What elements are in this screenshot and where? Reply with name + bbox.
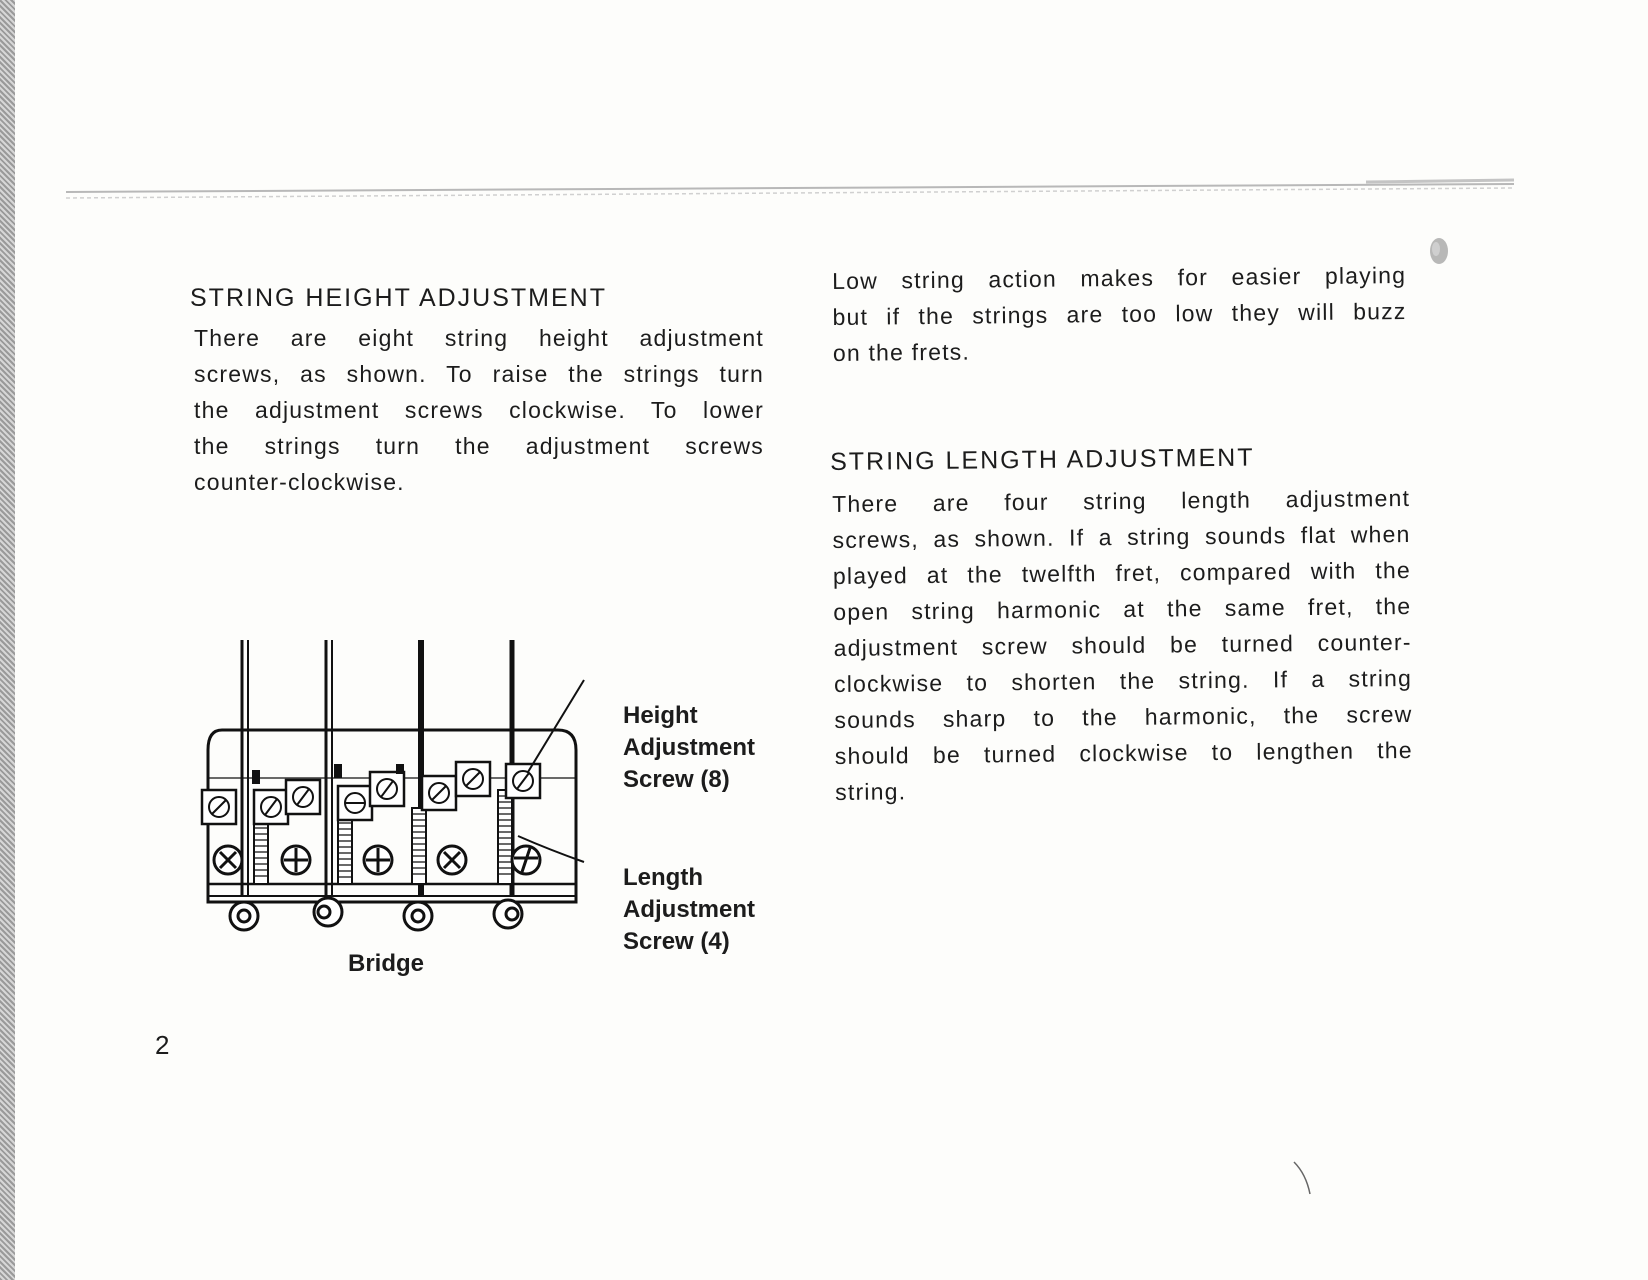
paragraph-line: should be turned clockwise to lengthen the [834, 736, 1413, 769]
callout-line: Length [623, 864, 703, 891]
length-screw-callout [623, 862, 755, 958]
bridge-label: Bridge [348, 950, 425, 977]
height-screw-callout [623, 700, 755, 796]
paragraph-line: the strings turn the adjustment screws [194, 433, 764, 459]
paragraph-line: string. [835, 778, 907, 805]
paragraph-line: There are eight string height adjustment [194, 325, 764, 351]
paragraph-line: Low string action makes for easier playing [832, 261, 1407, 294]
stray-mark [1292, 1160, 1316, 1200]
paragraph-line: played at the twelfth fret, compared with the [832, 556, 1412, 589]
callout-line: Screw (4) [623, 928, 730, 955]
bridge-diagram [200, 640, 600, 980]
string-length-paragraph [832, 480, 1413, 810]
string-action-paragraph [832, 257, 1407, 371]
callout-line: Adjustment [623, 896, 755, 923]
page-number: 2 [155, 1030, 170, 1060]
paragraph-line: but if the strings are too low they will buzz [832, 297, 1407, 330]
paragraph-line: counter-clockwise. [194, 469, 405, 495]
string-length-heading: STRING LENGTH ADJUSTMENT [830, 443, 1255, 476]
callout-leaders [518, 680, 584, 862]
paragraph-line: There are four string length adjustment [832, 484, 1411, 517]
binding-edge [0, 0, 15, 1280]
string-height-heading: STRING HEIGHT ADJUSTMENT [190, 284, 608, 312]
paragraph-line: clockwise to shorten the string. If a string [833, 664, 1413, 697]
paragraph-line: on the frets. [832, 338, 971, 366]
callout-line: Screw (8) [623, 766, 730, 793]
paragraph-line: screws, as shown. To raise the strings turn [194, 361, 764, 387]
paragraph-line: screws, as shown. If a string sounds flat when [832, 520, 1411, 553]
ink-smudge [1428, 236, 1450, 266]
string-height-paragraph [194, 320, 764, 500]
paragraph-line: the adjustment screws clockwise. To lower [194, 397, 764, 423]
callout-line: Height [623, 702, 698, 729]
top-rule [66, 178, 1514, 208]
paragraph-line: sounds sharp to the harmonic, the screw [834, 700, 1413, 733]
callout-line: Adjustment [623, 734, 755, 761]
paragraph-line: open string harmonic at the same fret, the [833, 592, 1412, 625]
paragraph-line: adjustment screw should be turned counter- [833, 628, 1412, 661]
